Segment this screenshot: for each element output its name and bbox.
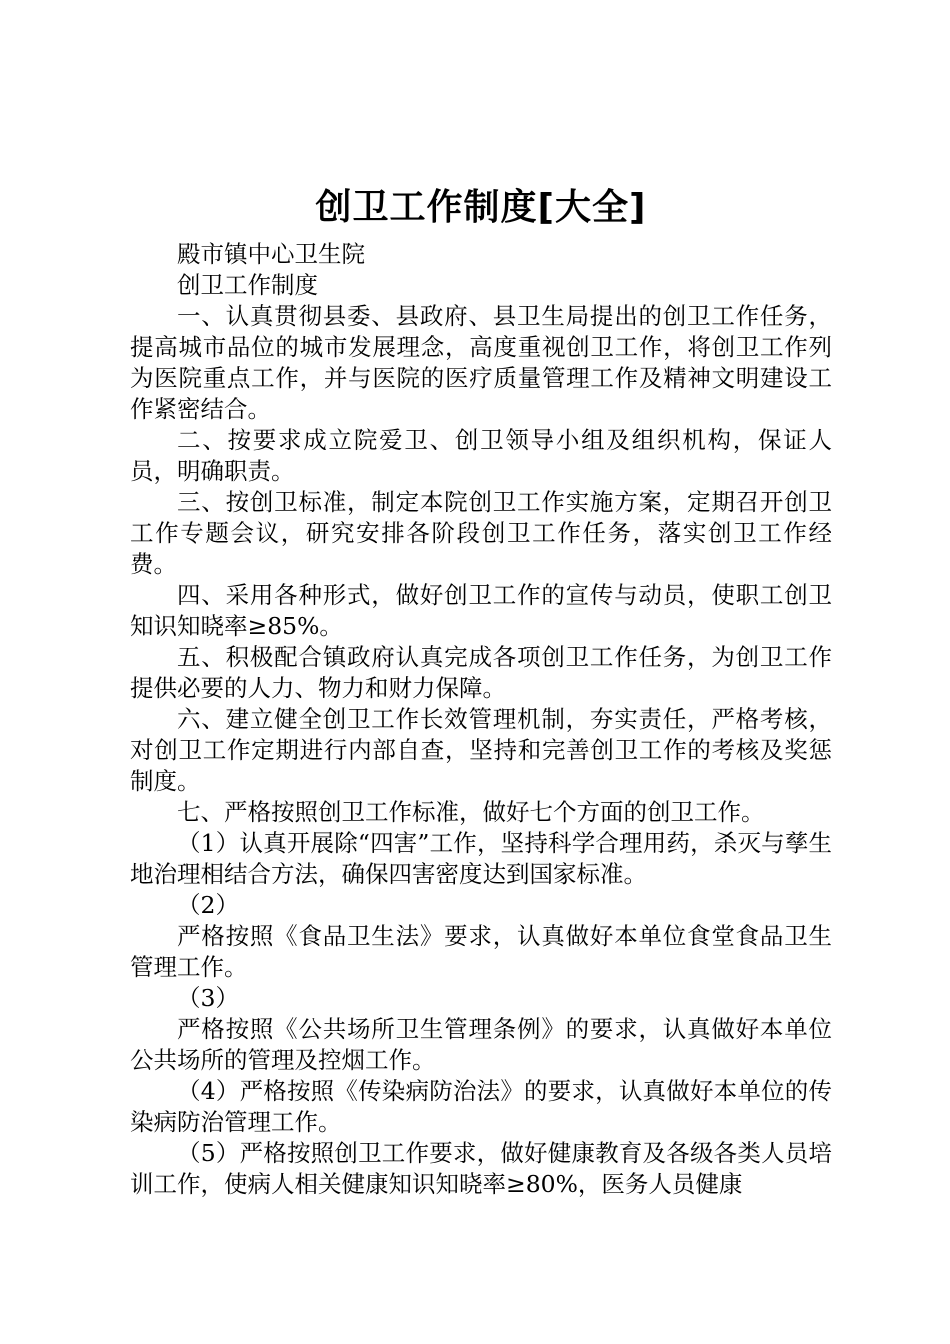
paragraph-item-2: 二、按要求成立院爱卫、创卫领导小组及组织机构，保证人员，明确职责。: [130, 426, 832, 485]
org-name-line: 殿市镇中心卫生院: [177, 240, 365, 268]
subitem-3-number: （3）: [177, 984, 239, 1012]
subitem-1: （1）认真开展除“四害”工作，坚持科学合理用药，杀灭与孳生地治理相结合方法，确保四害密度达到国家标准。: [130, 829, 832, 888]
document-title: 创卫工作制度[大全]: [315, 187, 647, 228]
paragraph-item-5: 五、积极配合镇政府认真完成各项创卫工作任务，为创卫工作提供必要的人力、物力和财力保障。: [130, 643, 832, 702]
paragraph-item-1: 一、认真贯彻县委、县政府、县卫生局提出的创卫工作任务，提高城市品位的城市发展理念，高度重视创卫工作，将创卫工作列为医院重点工作，并与医院的医疗质量管理工作及精神文明建设工作紧密结合。: [130, 302, 832, 423]
subtitle-line: 创卫工作制度: [177, 271, 318, 299]
document-page: [130, 183, 832, 1200]
paragraph-item-4: 四、采用各种形式，做好创卫工作的宣传与动员，使职工创卫知识知晓率≥85%。: [130, 581, 832, 640]
subitem-3-text: 严格按照《公共场所卫生管理条例》的要求，认真做好本单位公共场所的管理及控烟工作。: [130, 1015, 832, 1074]
subitem-5: （5）严格按照创卫工作要求，做好健康教育及各级各类人员培训工作，使病人相关健康知识知晓率≥80%，医务人员健康: [130, 1139, 832, 1198]
paragraph-item-6: 六、建立健全创卫工作长效管理机制，夯实责任，严格考核，对创卫工作定期进行内部自查，坚持和完善创卫工作的考核及奖惩制度。: [130, 705, 832, 795]
subitem-2-number: （2）: [177, 891, 239, 919]
subitem-2-text: 严格按照《食品卫生法》要求，认真做好本单位食堂食品卫生管理工作。: [130, 922, 832, 981]
subitem-4: （4）严格按照《传染病防治法》的要求，认真做好本单位的传染病防治管理工作。: [130, 1077, 832, 1136]
paragraph-item-3: 三、按创卫标准，制定本院创卫工作实施方案，定期召开创卫工作专题会议，研究安排各阶段创卫工作任务，落实创卫工作经费。: [130, 488, 832, 578]
paragraph-item-7: 七、严格按照创卫工作标准，做好七个方面的创卫工作。: [177, 798, 765, 826]
